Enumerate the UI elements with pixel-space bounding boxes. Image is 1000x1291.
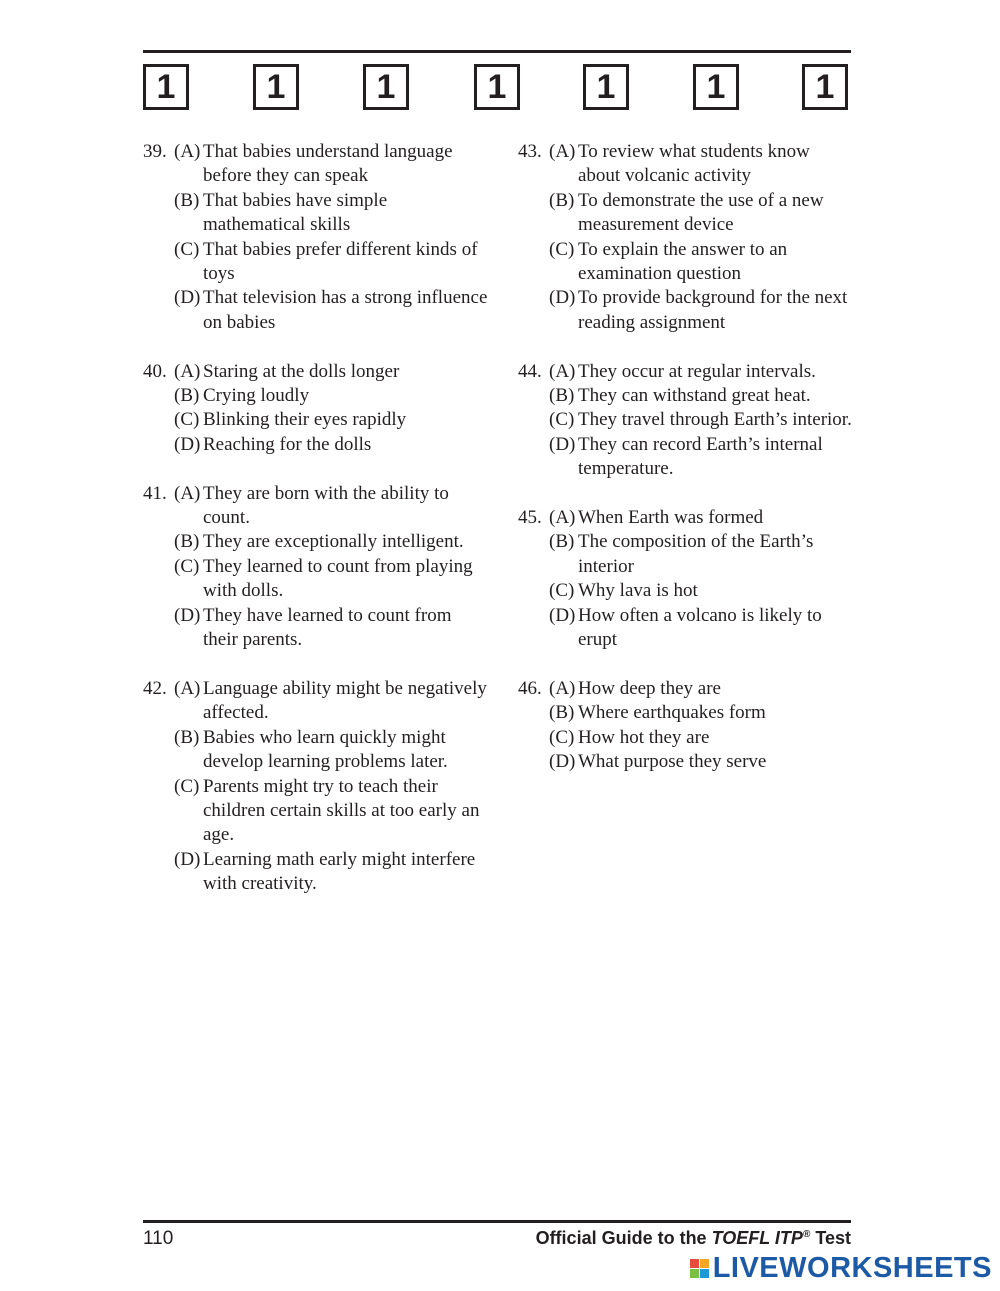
option-letter: (D) bbox=[549, 433, 576, 455]
question-number: 41. bbox=[143, 482, 167, 504]
liveworksheets-watermark[interactable] bbox=[690, 1252, 992, 1285]
answer-option bbox=[549, 750, 853, 774]
option-text: Where earthquakes form bbox=[578, 702, 766, 724]
answer-option bbox=[549, 384, 853, 408]
option-letter: (B) bbox=[174, 531, 200, 553]
answer-option bbox=[174, 433, 488, 457]
question-item bbox=[518, 140, 853, 335]
option-letter: (A) bbox=[549, 141, 576, 162]
option-text: That television has a strong influence on babies bbox=[203, 287, 488, 333]
section-box: 1 bbox=[474, 64, 520, 110]
question-number: 43. bbox=[518, 141, 542, 162]
answer-option bbox=[549, 604, 853, 653]
option-letter: (D) bbox=[174, 848, 201, 870]
option-text: Why lava is hot bbox=[578, 580, 698, 602]
option-text: To explain the answer to an examination question bbox=[578, 238, 788, 285]
book-title-prefix: Official Guide to the bbox=[535, 1228, 712, 1248]
left-question-column bbox=[143, 140, 488, 921]
logo-tile bbox=[690, 1269, 699, 1278]
option-letter: (A) bbox=[174, 360, 201, 382]
option-text: Learning math early might interfere with creativity. bbox=[203, 848, 476, 895]
option-text: How often a volcano is likely to erupt bbox=[578, 604, 822, 651]
option-text: They can record Earth’s internal temperature. bbox=[578, 433, 823, 480]
answer-option bbox=[549, 286, 853, 335]
option-text: Reaching for the dolls bbox=[203, 433, 372, 455]
answer-option bbox=[174, 726, 488, 775]
question-number: 45. bbox=[518, 507, 542, 529]
answer-option bbox=[549, 433, 853, 482]
option-text: To provide background for the next reading assignment bbox=[578, 287, 848, 333]
answer-option bbox=[549, 726, 853, 750]
option-text: When Earth was formed bbox=[578, 507, 764, 529]
right-question-column bbox=[518, 140, 853, 799]
question-number: 40. bbox=[143, 360, 167, 382]
option-letter: (A) bbox=[174, 482, 201, 504]
option-letter: (A) bbox=[549, 360, 576, 382]
question-item bbox=[143, 677, 488, 897]
option-text: That babies prefer different kinds of toys bbox=[203, 238, 478, 285]
liveworksheets-logo-icon bbox=[690, 1259, 709, 1278]
option-text: What purpose they serve bbox=[578, 751, 767, 773]
bottom-rule bbox=[143, 1220, 851, 1223]
watermark-text: LIVEWORKSHEETS bbox=[712, 1252, 992, 1284]
option-text: They are exceptionally intelligent. bbox=[203, 531, 464, 553]
top-rule bbox=[143, 50, 851, 53]
answer-option bbox=[174, 530, 488, 554]
option-text: Parents might try to teach their children certain skills at too early an age. bbox=[203, 775, 480, 846]
option-letter: (A) bbox=[174, 141, 201, 162]
answer-option bbox=[549, 408, 853, 432]
option-letter: (C) bbox=[174, 409, 200, 431]
question-item bbox=[518, 360, 853, 482]
option-letter: (C) bbox=[549, 238, 575, 260]
option-letter: (D) bbox=[549, 751, 576, 773]
option-letter: (D) bbox=[549, 287, 576, 309]
book-title bbox=[536, 1228, 851, 1249]
answer-option bbox=[174, 286, 488, 335]
answer-option bbox=[549, 189, 853, 238]
option-text: Language ability might be negatively affected. bbox=[203, 677, 487, 724]
question-item bbox=[143, 482, 488, 653]
answer-option bbox=[549, 506, 853, 530]
question-item bbox=[518, 677, 853, 775]
option-text: They travel through Earth’s interior. bbox=[578, 409, 852, 431]
option-text: Babies who learn quickly might develop learning problems later. bbox=[203, 726, 448, 773]
option-letter: (C) bbox=[174, 238, 200, 260]
section-box: 1 bbox=[143, 64, 189, 110]
answer-option bbox=[549, 579, 853, 603]
section-number-boxes bbox=[143, 64, 851, 116]
logo-tile bbox=[700, 1259, 709, 1268]
answer-option bbox=[174, 238, 488, 287]
answer-option bbox=[174, 408, 488, 432]
answer-option bbox=[549, 701, 853, 725]
answer-option bbox=[174, 775, 488, 848]
option-letter: (C) bbox=[549, 409, 575, 431]
answer-option bbox=[174, 189, 488, 238]
option-letter: (D) bbox=[174, 604, 201, 626]
answer-option bbox=[174, 555, 488, 604]
section-box: 1 bbox=[253, 64, 299, 110]
question-item bbox=[143, 360, 488, 458]
option-letter: (A) bbox=[549, 507, 576, 529]
option-text: To review what students know about volcanic activity bbox=[578, 141, 810, 187]
page-number: 110 bbox=[143, 1228, 174, 1249]
option-letter: (C) bbox=[549, 726, 575, 748]
question-number: 44. bbox=[518, 360, 542, 382]
option-text: How hot they are bbox=[578, 726, 710, 748]
option-text: They occur at regular intervals. bbox=[578, 360, 816, 382]
option-text: To demonstrate the use of a new measurement device bbox=[578, 189, 824, 236]
option-text: Blinking their eyes rapidly bbox=[203, 409, 407, 431]
answer-option bbox=[549, 140, 853, 189]
answer-option bbox=[174, 384, 488, 408]
section-box: 1 bbox=[802, 64, 848, 110]
option-letter: (D) bbox=[174, 287, 201, 309]
option-text: That babies have simple mathematical skills bbox=[203, 189, 388, 236]
option-text: They can withstand great heat. bbox=[578, 385, 811, 407]
answer-option bbox=[174, 677, 488, 726]
answer-option bbox=[549, 238, 853, 287]
answer-option bbox=[549, 530, 853, 579]
option-text: Crying loudly bbox=[203, 385, 310, 407]
option-text: They are born with the ability to count. bbox=[203, 482, 449, 529]
answer-option bbox=[174, 604, 488, 653]
answer-option bbox=[174, 360, 488, 384]
option-letter: (B) bbox=[174, 189, 200, 211]
option-text: That babies understand language before they can speak bbox=[203, 141, 453, 187]
book-title-italic: TOEFL ITP bbox=[711, 1228, 803, 1248]
question-number: 42. bbox=[143, 677, 167, 699]
option-letter: (B) bbox=[549, 189, 575, 211]
option-letter: (B) bbox=[549, 531, 575, 553]
answer-option bbox=[549, 677, 853, 701]
question-item bbox=[143, 140, 488, 335]
answer-option bbox=[174, 140, 488, 189]
registered-mark: ® bbox=[802, 1229, 811, 1240]
option-letter: (A) bbox=[174, 677, 201, 699]
section-box: 1 bbox=[583, 64, 629, 110]
option-letter: (B) bbox=[549, 702, 575, 724]
option-letter: (D) bbox=[174, 433, 201, 455]
section-box: 1 bbox=[363, 64, 409, 110]
answer-option bbox=[174, 482, 488, 531]
option-letter: (A) bbox=[549, 677, 576, 699]
logo-tile bbox=[700, 1269, 709, 1278]
option-text: Staring at the dolls longer bbox=[203, 360, 400, 382]
question-item bbox=[518, 506, 853, 652]
option-text: The composition of the Earth’s interior bbox=[578, 531, 814, 577]
logo-tile bbox=[690, 1259, 699, 1268]
question-number: 39. bbox=[143, 141, 167, 162]
book-title-suffix: Test bbox=[810, 1228, 851, 1248]
option-text: They learned to count from playing with dolls. bbox=[203, 555, 473, 602]
answer-option bbox=[549, 360, 853, 384]
option-letter: (B) bbox=[174, 726, 200, 748]
option-letter: (C) bbox=[549, 580, 575, 602]
option-text: How deep they are bbox=[578, 677, 721, 699]
option-letter: (B) bbox=[549, 385, 575, 407]
option-letter: (C) bbox=[174, 555, 200, 577]
option-letter: (D) bbox=[549, 604, 576, 626]
answer-option bbox=[174, 848, 488, 897]
question-number: 46. bbox=[518, 677, 542, 699]
option-letter: (B) bbox=[174, 385, 200, 407]
option-text: They have learned to count from their parents. bbox=[203, 604, 452, 651]
section-box: 1 bbox=[693, 64, 739, 110]
option-letter: (C) bbox=[174, 775, 200, 797]
